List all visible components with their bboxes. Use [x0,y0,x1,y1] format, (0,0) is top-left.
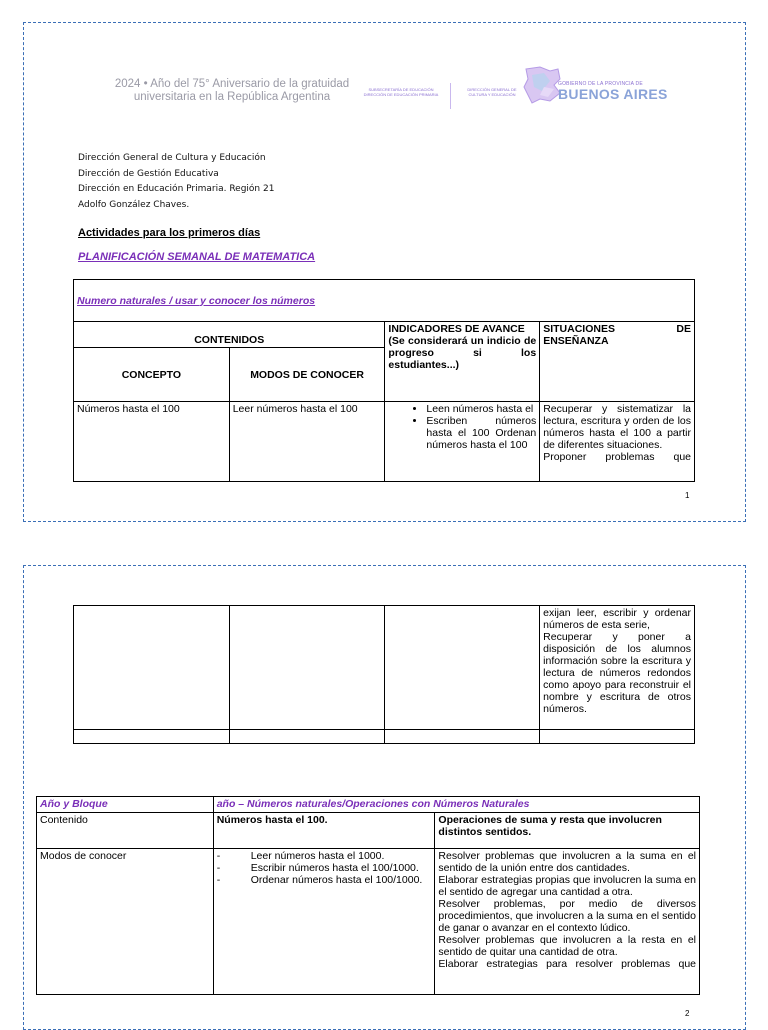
cell-empty [74,606,230,730]
indicadores-label: INDICADORES DE AVANCE [388,323,525,335]
address-line: Dirección General de Cultura y Educación [78,153,266,163]
page-number: 2 [685,1009,690,1018]
contenido-operaciones: Operaciones de suma y resta que involucren distintos sentidos. [435,813,700,849]
cell-empty [229,730,385,744]
cell-empty [540,730,695,744]
header-concepto: CONCEPTO [74,348,230,402]
cell-modos: Leer números hasta el 100 [229,402,385,482]
page-1 [23,22,746,522]
header-contenidos: CONTENIDOS [74,322,385,348]
cell-situaciones-continued [540,606,695,730]
buenos-aires-label: BUENOS AIRES [558,86,668,102]
header-anio-bloque: Año y Bloque [37,797,214,813]
header-situaciones: SITUACIONES DE ENSEÑANZA [540,322,695,402]
contenido-numeros: Números hasta el 100. [213,813,435,849]
cell-concepto: Números hasta el 100 [74,402,230,482]
situaciones-operaciones [435,849,700,995]
logo-a-line-2: DIRECCIÓN DE EDUCACIÓN PRIMARIA [363,92,439,97]
logo-b-line-2: CULTURA Y EDUCACIÓN [468,92,516,97]
plan-title: PLANIFICACIÓN SEMANAL DE MATEMATICA [78,251,316,263]
header-bloque-title: año – Números naturales/Operaciones con Números Naturales [213,797,699,813]
planning-table-2 [36,796,700,995]
address-line: Dirección de Gestión Educativa [78,168,219,179]
table-title-cell [74,280,695,322]
page-number: 1 [685,491,690,500]
cell-situaciones [540,402,695,482]
situacion-text: Elaborar estrategias para resolver problemas que [438,958,696,970]
header-modos: MODOS DE CONOCER [229,348,385,402]
situacion-text: Elaborar estrategias propias que involucren la suma en el sentido de agregar una cantidad a otra. [438,874,696,898]
situacion-text: Recuperar y sistematizar la lectura, escritura y orden de los números hasta el 100 a partir de diferentes situaciones. [543,403,691,451]
modos-list [213,849,435,995]
logo-subsecretaria [360,87,442,97]
cell-empty [229,606,385,730]
activities-title: Actividades para los primeros días [78,227,261,239]
modo-item: - Leer números hasta el 1000. [216,850,385,862]
situacion-text: Resolver problemas que involucren a la resta en el sentido de quitar una cantidad de otra. [438,934,696,958]
situacion-text: Resolver problemas, por medio de diversos procedimientos, que involucren a la suma en el sentido de ganar o avanzar en el contexto lúdico. [438,898,696,934]
address-line: Adolfo González Chaves. [78,199,190,210]
gobierno-label: GOBIERNO DE LA PROVINCIA DE [558,81,643,87]
address-line: Dirección en Educación Primaria. Región 21 [78,184,275,194]
gobierno-logo [558,81,668,102]
header-indicadores [385,322,540,402]
indicator-item: • Leen números hasta el [426,403,536,415]
anniversary-line-2: universitaria en la República Argentina [133,91,331,103]
table-title: Numero naturales / usar y conocer los números [77,294,316,307]
situacion-text: Recuperar y poner a disposición de los alumnos información sobre la escritura y lectura de números redondos como apoyo para reconstruir el nombre y escritura de otros números. [543,631,691,715]
cell-empty [385,730,540,744]
logo-divider [450,83,451,109]
planning-table-1 [73,279,695,482]
indicator-item: • Escriben números hasta el 100 Ordenan números hasta el 100 [426,415,536,451]
page-2 [23,565,746,1030]
cell-indicadores [385,402,540,482]
anniversary-banner [112,78,352,104]
anniversary-line-1: 2024 • Año del 75° Aniversario de la gratuidad [114,78,350,90]
cell-empty [385,606,540,730]
situacion-text: exijan leer, escribir y ordenar números de esta serie, [543,607,691,631]
logo-a-line-1: SUBSECRETARÍA DE EDUCACIÓN [368,87,434,92]
cell-empty [74,730,230,744]
situacion-text: Proponer problemas que [543,451,691,463]
address-block [78,151,274,213]
modo-item: - Escribir números hasta el 100/1000. [216,862,419,874]
indicadores-note: (Se considerará un indicio de progreso si los estudiantes...) [388,335,537,371]
label-contenido: Contenido [37,813,214,849]
letterhead [112,73,672,133]
logo-direccion-general [457,87,527,97]
modo-item: - Ordenar números hasta el 100/1000. [216,874,423,886]
logo-b-line-1: DIRECCIÓN GENERAL DE [467,87,517,92]
label-modos-de-conocer: Modos de conocer [37,849,214,995]
planning-table-1-continued [73,605,695,744]
situacion-text: Resolver problemas que involucren a la suma en el sentido de la unión entre dos cantidades. [438,850,696,874]
